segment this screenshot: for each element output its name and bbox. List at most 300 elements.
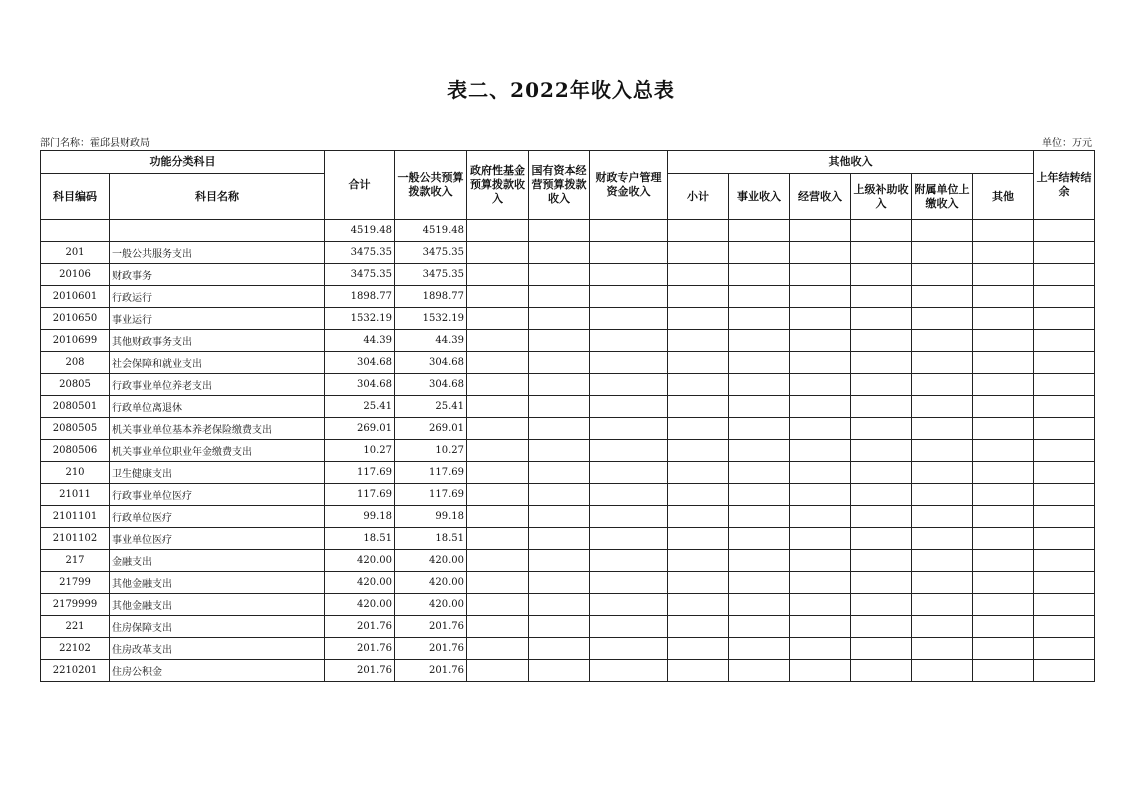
cell-empty xyxy=(467,330,529,352)
cell-name xyxy=(110,220,325,242)
cell-code: 2010601 xyxy=(41,286,110,308)
header-code: 科目编码 xyxy=(41,174,110,220)
cell-empty xyxy=(668,616,729,638)
cell-empty xyxy=(590,242,668,264)
cell-empty xyxy=(790,550,851,572)
cell-empty xyxy=(668,484,729,506)
table-row xyxy=(41,396,1095,418)
cell-general-budget: 304.68 xyxy=(395,374,467,396)
cell-empty xyxy=(790,352,851,374)
table-row xyxy=(41,242,1095,264)
cell-empty xyxy=(790,308,851,330)
cell-empty xyxy=(729,572,790,594)
cell-empty xyxy=(851,462,912,484)
cell-general-budget: 420.00 xyxy=(395,594,467,616)
cell-name: 行政单位医疗 xyxy=(110,506,325,528)
cell-empty xyxy=(973,418,1034,440)
cell-empty xyxy=(912,418,973,440)
cell-code: 217 xyxy=(41,550,110,572)
cell-empty xyxy=(1034,418,1095,440)
cell-empty xyxy=(973,396,1034,418)
cell-empty xyxy=(729,352,790,374)
cell-empty xyxy=(467,638,529,660)
cell-empty xyxy=(1034,352,1095,374)
header-func-group: 功能分类科目 xyxy=(41,151,325,174)
cell-empty xyxy=(790,572,851,594)
cell-empty xyxy=(973,660,1034,682)
cell-total: 4519.48 xyxy=(325,220,395,242)
cell-empty xyxy=(1034,506,1095,528)
cell-empty xyxy=(912,374,973,396)
page-title: 表二、2022年收入总表 xyxy=(447,78,675,102)
header-name: 科目名称 xyxy=(110,174,325,220)
cell-empty xyxy=(790,506,851,528)
cell-empty xyxy=(973,264,1034,286)
cell-empty xyxy=(973,242,1034,264)
cell-empty xyxy=(529,572,590,594)
cell-empty xyxy=(912,616,973,638)
cell-empty xyxy=(1034,638,1095,660)
cell-empty xyxy=(851,440,912,462)
cell-empty xyxy=(529,352,590,374)
header-other: 其他 xyxy=(973,174,1034,220)
cell-empty xyxy=(1034,484,1095,506)
cell-total: 44.39 xyxy=(325,330,395,352)
cell-empty xyxy=(668,286,729,308)
table-row xyxy=(41,330,1095,352)
cell-empty xyxy=(973,220,1034,242)
cell-general-budget: 269.01 xyxy=(395,418,467,440)
cell-empty xyxy=(467,352,529,374)
cell-empty xyxy=(912,396,973,418)
cell-total: 117.69 xyxy=(325,462,395,484)
cell-empty xyxy=(912,330,973,352)
cell-empty xyxy=(729,418,790,440)
cell-empty xyxy=(529,396,590,418)
cell-empty xyxy=(851,264,912,286)
cell-general-budget: 18.51 xyxy=(395,528,467,550)
cell-empty xyxy=(668,528,729,550)
cell-general-budget: 420.00 xyxy=(395,572,467,594)
cell-empty xyxy=(1034,374,1095,396)
table-row xyxy=(41,352,1095,374)
cell-empty xyxy=(973,484,1034,506)
cell-total: 117.69 xyxy=(325,484,395,506)
cell-empty xyxy=(590,572,668,594)
cell-empty xyxy=(973,594,1034,616)
cell-empty xyxy=(912,352,973,374)
cell-empty xyxy=(729,550,790,572)
cell-empty xyxy=(973,462,1034,484)
header-affiliated-remit: 附属单位上缴收入 xyxy=(912,174,973,220)
cell-empty xyxy=(668,264,729,286)
cell-empty xyxy=(912,286,973,308)
cell-empty xyxy=(790,462,851,484)
table-row xyxy=(41,528,1095,550)
cell-empty xyxy=(912,440,973,462)
cell-empty xyxy=(790,616,851,638)
cell-empty xyxy=(467,660,529,682)
cell-code: 2010699 xyxy=(41,330,110,352)
cell-empty xyxy=(467,440,529,462)
cell-empty xyxy=(729,462,790,484)
cell-empty xyxy=(729,242,790,264)
cell-empty xyxy=(912,308,973,330)
cell-general-budget: 420.00 xyxy=(395,550,467,572)
cell-empty xyxy=(851,572,912,594)
cell-empty xyxy=(529,308,590,330)
cell-empty xyxy=(1034,660,1095,682)
cell-empty xyxy=(851,308,912,330)
cell-empty xyxy=(729,660,790,682)
cell-empty xyxy=(973,374,1034,396)
cell-empty xyxy=(851,616,912,638)
cell-empty xyxy=(729,616,790,638)
cell-empty xyxy=(668,418,729,440)
cell-empty xyxy=(729,594,790,616)
cell-code: 2010650 xyxy=(41,308,110,330)
cell-empty xyxy=(529,506,590,528)
cell-empty xyxy=(790,638,851,660)
cell-empty xyxy=(590,594,668,616)
cell-empty xyxy=(590,396,668,418)
cell-empty xyxy=(668,660,729,682)
cell-empty xyxy=(729,484,790,506)
cell-empty xyxy=(529,264,590,286)
cell-empty xyxy=(729,264,790,286)
cell-empty xyxy=(590,308,668,330)
cell-empty xyxy=(467,462,529,484)
cell-empty xyxy=(467,220,529,242)
cell-empty xyxy=(529,484,590,506)
cell-code: 21011 xyxy=(41,484,110,506)
cell-empty xyxy=(790,242,851,264)
header-gov-fund: 政府性基金预算拨款收入 xyxy=(467,151,529,220)
cell-empty xyxy=(729,638,790,660)
cell-empty xyxy=(668,462,729,484)
cell-empty xyxy=(790,528,851,550)
header-other-group: 其他收入 xyxy=(668,151,1034,174)
cell-empty xyxy=(912,660,973,682)
cell-empty xyxy=(467,484,529,506)
cell-code xyxy=(41,220,110,242)
cell-empty xyxy=(668,220,729,242)
cell-empty xyxy=(529,286,590,308)
cell-empty xyxy=(851,638,912,660)
cell-empty xyxy=(1034,528,1095,550)
cell-empty xyxy=(467,528,529,550)
cell-empty xyxy=(912,462,973,484)
cell-empty xyxy=(1034,616,1095,638)
unit-label: 单位：万元 xyxy=(1042,138,1092,149)
cell-empty xyxy=(668,440,729,462)
cell-empty xyxy=(467,242,529,264)
table-row xyxy=(41,264,1095,286)
header-carryover: 上年结转结余 xyxy=(1034,151,1095,220)
cell-name: 其他金融支出 xyxy=(110,572,325,594)
cell-empty xyxy=(912,550,973,572)
cell-empty xyxy=(590,660,668,682)
table-row xyxy=(41,572,1095,594)
cell-empty xyxy=(590,330,668,352)
cell-empty xyxy=(973,506,1034,528)
cell-empty xyxy=(529,616,590,638)
cell-empty xyxy=(467,418,529,440)
cell-total: 3475.35 xyxy=(325,264,395,286)
cell-empty xyxy=(912,594,973,616)
cell-empty xyxy=(912,220,973,242)
cell-empty xyxy=(668,638,729,660)
cell-empty xyxy=(729,308,790,330)
cell-empty xyxy=(467,572,529,594)
cell-empty xyxy=(590,638,668,660)
cell-name: 其他金融支出 xyxy=(110,594,325,616)
cell-name: 财政事务 xyxy=(110,264,325,286)
cell-code: 210 xyxy=(41,462,110,484)
cell-empty xyxy=(467,550,529,572)
cell-empty xyxy=(1034,220,1095,242)
cell-empty xyxy=(467,308,529,330)
income-table xyxy=(40,150,1095,682)
cell-empty xyxy=(590,506,668,528)
cell-empty xyxy=(590,440,668,462)
cell-total: 3475.35 xyxy=(325,242,395,264)
header-total: 合计 xyxy=(325,151,395,220)
cell-empty xyxy=(590,462,668,484)
cell-empty xyxy=(851,374,912,396)
cell-empty xyxy=(912,264,973,286)
cell-empty xyxy=(1034,572,1095,594)
cell-total: 18.51 xyxy=(325,528,395,550)
cell-empty xyxy=(729,440,790,462)
cell-empty xyxy=(973,440,1034,462)
cell-empty xyxy=(1034,440,1095,462)
table-row xyxy=(41,638,1095,660)
cell-empty xyxy=(973,308,1034,330)
cell-empty xyxy=(790,374,851,396)
cell-empty xyxy=(912,506,973,528)
cell-empty xyxy=(851,396,912,418)
cell-empty xyxy=(590,484,668,506)
cell-empty xyxy=(790,286,851,308)
cell-total: 304.68 xyxy=(325,374,395,396)
cell-empty xyxy=(851,528,912,550)
cell-empty xyxy=(851,220,912,242)
cell-code: 208 xyxy=(41,352,110,374)
cell-code: 2080505 xyxy=(41,418,110,440)
cell-empty xyxy=(467,264,529,286)
cell-empty xyxy=(668,572,729,594)
cell-empty xyxy=(590,616,668,638)
cell-general-budget: 25.41 xyxy=(395,396,467,418)
cell-total: 99.18 xyxy=(325,506,395,528)
cell-empty xyxy=(529,440,590,462)
cell-empty xyxy=(529,462,590,484)
cell-total: 420.00 xyxy=(325,594,395,616)
cell-empty xyxy=(790,330,851,352)
table-body xyxy=(41,220,1095,682)
cell-empty xyxy=(529,660,590,682)
cell-empty xyxy=(729,374,790,396)
cell-empty xyxy=(529,418,590,440)
cell-code: 2179999 xyxy=(41,594,110,616)
cell-general-budget: 3475.35 xyxy=(395,242,467,264)
cell-empty xyxy=(851,550,912,572)
cell-empty xyxy=(790,440,851,462)
cell-name: 一般公共服务支出 xyxy=(110,242,325,264)
cell-empty xyxy=(467,594,529,616)
cell-general-budget: 10.27 xyxy=(395,440,467,462)
cell-empty xyxy=(1034,550,1095,572)
cell-empty xyxy=(912,638,973,660)
cell-code: 20106 xyxy=(41,264,110,286)
table-row xyxy=(41,462,1095,484)
cell-code: 2080506 xyxy=(41,440,110,462)
cell-general-budget: 4519.48 xyxy=(395,220,467,242)
header-superior-subsidy: 上级补助收入 xyxy=(851,174,912,220)
table-row xyxy=(41,440,1095,462)
cell-empty xyxy=(529,374,590,396)
cell-empty xyxy=(590,264,668,286)
cell-empty xyxy=(668,594,729,616)
cell-total: 1532.19 xyxy=(325,308,395,330)
cell-empty xyxy=(590,352,668,374)
cell-empty xyxy=(729,286,790,308)
cell-empty xyxy=(467,286,529,308)
cell-empty xyxy=(668,506,729,528)
cell-empty xyxy=(1034,594,1095,616)
cell-empty xyxy=(790,594,851,616)
header-business-income: 事业收入 xyxy=(729,174,790,220)
cell-name: 住房公积金 xyxy=(110,660,325,682)
cell-empty xyxy=(851,506,912,528)
cell-name: 住房保障支出 xyxy=(110,616,325,638)
cell-empty xyxy=(467,396,529,418)
cell-code: 2101102 xyxy=(41,528,110,550)
header-general-budget: 一般公共预算拨款收入 xyxy=(395,151,467,220)
cell-total: 420.00 xyxy=(325,550,395,572)
cell-empty xyxy=(851,242,912,264)
cell-total: 420.00 xyxy=(325,572,395,594)
cell-empty xyxy=(590,550,668,572)
cell-empty xyxy=(729,506,790,528)
cell-empty xyxy=(668,330,729,352)
cell-empty xyxy=(729,528,790,550)
cell-empty xyxy=(790,396,851,418)
cell-total: 201.76 xyxy=(325,616,395,638)
cell-empty xyxy=(851,660,912,682)
cell-name: 其他财政事务支出 xyxy=(110,330,325,352)
cell-total: 25.41 xyxy=(325,396,395,418)
cell-total: 1898.77 xyxy=(325,286,395,308)
cell-code: 221 xyxy=(41,616,110,638)
cell-empty xyxy=(851,484,912,506)
cell-empty xyxy=(1034,286,1095,308)
cell-name: 行政单位离退休 xyxy=(110,396,325,418)
cell-empty xyxy=(529,528,590,550)
table-row xyxy=(41,506,1095,528)
cell-empty xyxy=(1034,308,1095,330)
table-row xyxy=(41,374,1095,396)
cell-empty xyxy=(668,550,729,572)
cell-general-budget: 201.76 xyxy=(395,660,467,682)
cell-empty xyxy=(467,506,529,528)
table-row xyxy=(41,550,1095,572)
cell-empty xyxy=(668,242,729,264)
table-row xyxy=(41,484,1095,506)
table-row xyxy=(41,308,1095,330)
cell-general-budget: 304.68 xyxy=(395,352,467,374)
cell-code: 21799 xyxy=(41,572,110,594)
cell-general-budget: 201.76 xyxy=(395,616,467,638)
cell-empty xyxy=(973,572,1034,594)
cell-code: 201 xyxy=(41,242,110,264)
cell-name: 卫生健康支出 xyxy=(110,462,325,484)
cell-empty xyxy=(851,594,912,616)
table-row xyxy=(41,286,1095,308)
cell-empty xyxy=(590,220,668,242)
table-row xyxy=(41,418,1095,440)
cell-empty xyxy=(790,660,851,682)
cell-general-budget: 1532.19 xyxy=(395,308,467,330)
cell-name: 事业单位医疗 xyxy=(110,528,325,550)
cell-empty xyxy=(467,374,529,396)
header-state-capital: 国有资本经营预算拨款收入 xyxy=(529,151,590,220)
cell-empty xyxy=(973,528,1034,550)
table-row xyxy=(41,616,1095,638)
cell-empty xyxy=(790,220,851,242)
cell-code: 20805 xyxy=(41,374,110,396)
cell-code: 22102 xyxy=(41,638,110,660)
header-fiscal-special: 财政专户管理资金收入 xyxy=(590,151,668,220)
cell-name: 机关事业单位基本养老保险缴费支出 xyxy=(110,418,325,440)
cell-name: 行政事业单位养老支出 xyxy=(110,374,325,396)
cell-empty xyxy=(668,308,729,330)
cell-code: 2210201 xyxy=(41,660,110,682)
cell-empty xyxy=(851,286,912,308)
cell-empty xyxy=(529,594,590,616)
cell-empty xyxy=(851,352,912,374)
cell-empty xyxy=(851,418,912,440)
cell-empty xyxy=(529,550,590,572)
cell-empty xyxy=(790,484,851,506)
cell-empty xyxy=(973,352,1034,374)
cell-empty xyxy=(1034,264,1095,286)
cell-general-budget: 117.69 xyxy=(395,484,467,506)
cell-empty xyxy=(1034,242,1095,264)
cell-empty xyxy=(729,220,790,242)
cell-general-budget: 99.18 xyxy=(395,506,467,528)
cell-empty xyxy=(529,242,590,264)
cell-empty xyxy=(529,638,590,660)
cell-empty xyxy=(1034,396,1095,418)
cell-name: 社会保障和就业支出 xyxy=(110,352,325,374)
cell-name: 事业运行 xyxy=(110,308,325,330)
cell-empty xyxy=(668,374,729,396)
cell-name: 行政运行 xyxy=(110,286,325,308)
cell-name: 机关事业单位职业年金缴费支出 xyxy=(110,440,325,462)
cell-name: 行政事业单位医疗 xyxy=(110,484,325,506)
cell-empty xyxy=(529,330,590,352)
cell-total: 201.76 xyxy=(325,638,395,660)
cell-empty xyxy=(973,550,1034,572)
cell-empty xyxy=(668,352,729,374)
cell-empty xyxy=(1034,330,1095,352)
cell-total: 201.76 xyxy=(325,660,395,682)
cell-empty xyxy=(467,616,529,638)
cell-name: 住房改革支出 xyxy=(110,638,325,660)
cell-empty xyxy=(590,374,668,396)
